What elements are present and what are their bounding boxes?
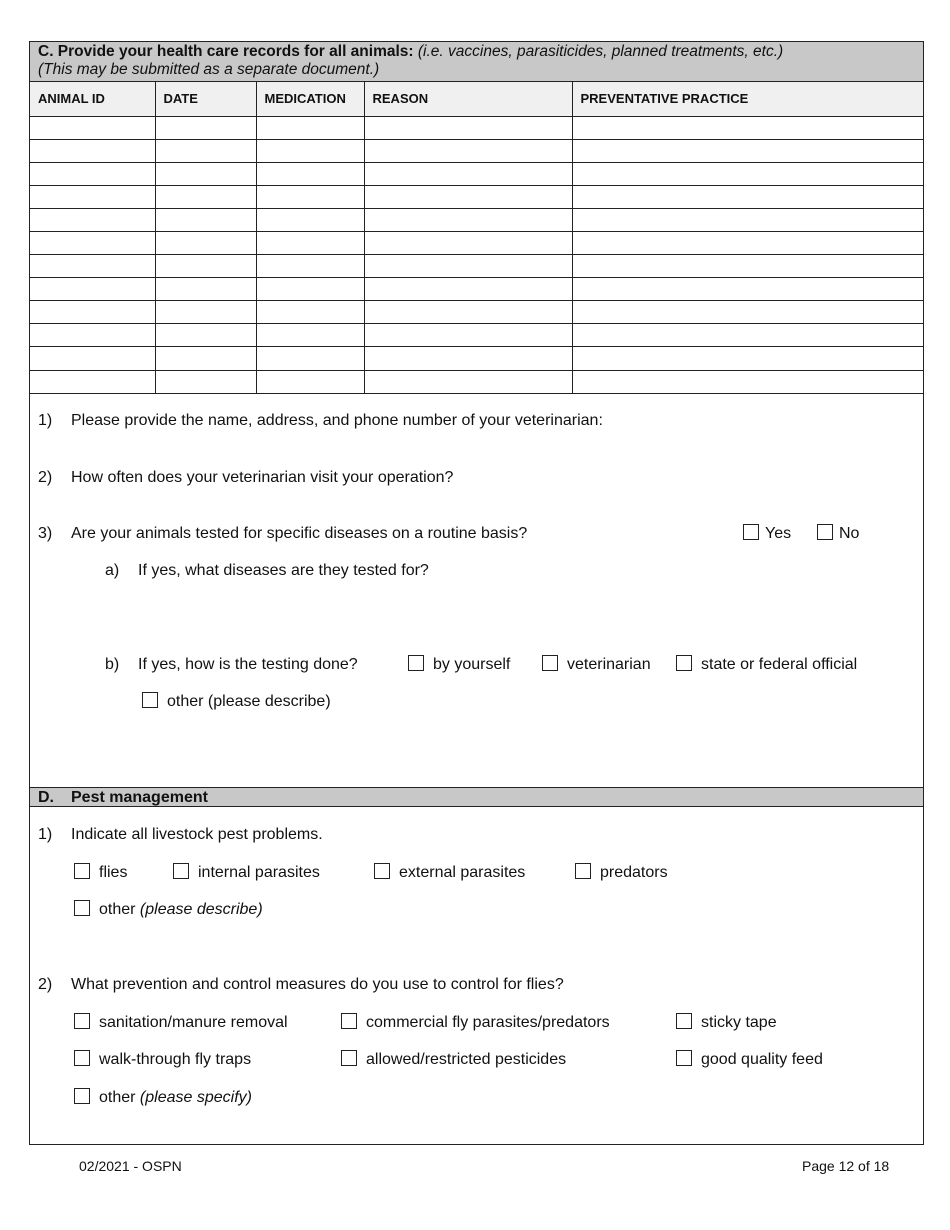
testing-official-checkbox[interactable]: [676, 655, 692, 671]
testing-veterinarian-checkbox[interactable]: [542, 655, 558, 671]
q3-number: 3): [38, 525, 53, 542]
q3a-number: a): [105, 562, 120, 579]
table-cell[interactable]: [30, 370, 155, 393]
col-header-animal-id: ANIMAL ID: [30, 82, 155, 116]
fly-sanitation-checkbox[interactable]: [74, 1013, 90, 1029]
table-cell[interactable]: [30, 301, 155, 324]
table-cell[interactable]: [30, 347, 155, 370]
table-cell[interactable]: [572, 370, 923, 393]
table-cell[interactable]: [572, 231, 923, 254]
table-cell[interactable]: [364, 185, 572, 208]
fly-good-quality-feed-option[interactable]: [676, 1050, 823, 1070]
table-row: [30, 278, 923, 301]
testing-official-label: state or federal official: [701, 656, 858, 673]
pest-other-label: other: [99, 901, 136, 918]
fly-pesticides-label: allowed/restricted pesticides: [366, 1051, 567, 1068]
testing-by-yourself-checkbox[interactable]: [408, 655, 424, 671]
d-q2-fly-control: What prevention and control measures do you use to control for flies?: [71, 976, 564, 993]
table-cell[interactable]: [30, 185, 155, 208]
footer-form-code: 02/2021 - OSPN: [79, 1158, 182, 1174]
table-row: [30, 324, 923, 347]
table-cell[interactable]: [155, 255, 256, 278]
table-cell[interactable]: [364, 255, 572, 278]
table-cell[interactable]: [572, 347, 923, 370]
d-q2-number: 2): [38, 976, 53, 993]
table-cell[interactable]: [30, 162, 155, 185]
q3-no-option[interactable]: [817, 524, 859, 544]
table-cell[interactable]: [364, 324, 572, 347]
pest-external-parasites-checkbox[interactable]: [374, 863, 390, 879]
table-row: [30, 139, 923, 162]
table-cell[interactable]: [155, 324, 256, 347]
table-cell[interactable]: [30, 116, 155, 139]
health-records-table: [30, 82, 923, 394]
table-cell[interactable]: [155, 139, 256, 162]
testing-other-label: other (please describe): [167, 693, 331, 710]
section-d-header: [30, 787, 923, 807]
q3b-number: b): [105, 656, 120, 673]
table-cell[interactable]: [364, 208, 572, 231]
fly-walk-through-traps-checkbox[interactable]: [74, 1050, 90, 1066]
table-cell[interactable]: [572, 162, 923, 185]
q2-vet-visit-frequency: How often does your veterinarian visit your operation?: [71, 469, 454, 486]
pest-predators-checkbox[interactable]: [575, 863, 591, 879]
fly-good-quality-feed-checkbox[interactable]: [676, 1050, 692, 1066]
table-cell[interactable]: [155, 185, 256, 208]
testing-veterinarian-label: veterinarian: [567, 656, 651, 673]
table-cell[interactable]: [256, 231, 364, 254]
table-cell[interactable]: [572, 255, 923, 278]
col-header-date: DATE: [155, 82, 256, 116]
q3-yes-option[interactable]: [743, 524, 791, 544]
fly-walk-through-traps-label: walk-through fly traps: [99, 1051, 252, 1068]
fly-sticky-tape-checkbox[interactable]: [676, 1013, 692, 1029]
table-cell[interactable]: [256, 370, 364, 393]
table-cell[interactable]: [572, 278, 923, 301]
table-cell[interactable]: [572, 208, 923, 231]
pest-other-option[interactable]: [74, 900, 263, 920]
table-row: [30, 347, 923, 370]
table-cell[interactable]: [256, 255, 364, 278]
q3-no-label: No: [839, 525, 860, 542]
col-header-preventative-practice: PREVENTATIVE PRACTICE: [572, 82, 923, 116]
table-cell[interactable]: [256, 347, 364, 370]
table-cell[interactable]: [155, 162, 256, 185]
testing-official-option[interactable]: [676, 655, 857, 675]
q1-veterinarian-info: Please provide the name, address, and phone number of your veterinarian:: [71, 412, 603, 429]
table-cell[interactable]: [256, 185, 364, 208]
fly-pesticides-checkbox[interactable]: [341, 1050, 357, 1066]
table-cell[interactable]: [364, 347, 572, 370]
testing-other-option[interactable]: [142, 692, 331, 712]
table-cell[interactable]: [155, 347, 256, 370]
fly-commercial-parasites-checkbox[interactable]: [341, 1013, 357, 1029]
table-cell[interactable]: [30, 324, 155, 347]
q3-disease-testing: Are your animals tested for specific diseases on a routine basis?: [71, 525, 528, 542]
q3a-diseases-tested: If yes, what diseases are they tested for?: [138, 562, 429, 579]
table-row: [30, 301, 923, 324]
table-cell[interactable]: [364, 162, 572, 185]
testing-by-yourself-label: by yourself: [433, 656, 511, 673]
pest-other-note: (please describe): [139, 901, 263, 918]
table-row: [30, 208, 923, 231]
table-cell[interactable]: [572, 301, 923, 324]
pest-internal-parasites-option[interactable]: [173, 863, 320, 883]
table-cell[interactable]: [256, 116, 364, 139]
table-row: [30, 231, 923, 254]
table-cell[interactable]: [155, 278, 256, 301]
fly-other-note: (please specify): [139, 1089, 252, 1106]
pest-external-parasites-option[interactable]: [374, 863, 525, 883]
section-d-letter: D.: [38, 789, 54, 806]
table-cell[interactable]: [572, 139, 923, 162]
table-cell[interactable]: [155, 301, 256, 324]
pest-flies-option[interactable]: [74, 863, 127, 883]
table-cell[interactable]: [572, 324, 923, 347]
section-d-title: Pest management: [71, 789, 208, 806]
table-cell[interactable]: [256, 162, 364, 185]
fly-sanitation-option[interactable]: [74, 1013, 288, 1033]
table-cell[interactable]: [256, 324, 364, 347]
q3-no-checkbox[interactable]: [817, 524, 833, 540]
q3b-testing-method: If yes, how is the testing done?: [138, 656, 358, 673]
fly-sticky-tape-option[interactable]: [676, 1013, 777, 1033]
table-cell[interactable]: [572, 185, 923, 208]
table-row: [30, 116, 923, 139]
table-cell[interactable]: [256, 208, 364, 231]
pest-predators-option[interactable]: [575, 863, 668, 883]
table-body: [30, 116, 923, 393]
q3-yes-checkbox[interactable]: [743, 524, 759, 540]
pest-external-parasites-label: external parasites: [399, 864, 526, 881]
table-row: [30, 370, 923, 393]
pest-flies-checkbox[interactable]: [74, 863, 90, 879]
q3-yes-label: Yes: [765, 525, 792, 542]
fly-walk-through-traps-option[interactable]: [74, 1050, 251, 1070]
table-row: [30, 162, 923, 185]
section-c-heading-note: (i.e. vaccines, parasiticides, planned treatments, etc.): [417, 43, 784, 60]
table-cell[interactable]: [30, 139, 155, 162]
testing-by-yourself-option[interactable]: [408, 655, 510, 675]
table-cell[interactable]: [572, 116, 923, 139]
pest-predators-label: predators: [600, 864, 668, 881]
table-row: [30, 185, 923, 208]
table-cell[interactable]: [155, 370, 256, 393]
pest-flies-label: flies: [99, 864, 128, 881]
table-row: [30, 255, 923, 278]
fly-commercial-parasites-option[interactable]: [341, 1013, 610, 1033]
table-cell[interactable]: [364, 116, 572, 139]
table-cell[interactable]: [256, 139, 364, 162]
fly-commercial-parasites-label: commercial fly parasites/predators: [366, 1014, 610, 1031]
table-cell[interactable]: [364, 278, 572, 301]
q2-number: 2): [38, 469, 53, 486]
pest-internal-parasites-checkbox[interactable]: [173, 863, 189, 879]
section-c-heading-note-2: (This may be submitted as a separate document.): [38, 61, 380, 78]
fly-other-option[interactable]: [74, 1088, 252, 1108]
fly-pesticides-option[interactable]: [341, 1050, 566, 1070]
table-cell[interactable]: [155, 116, 256, 139]
pest-internal-parasites-label: internal parasites: [198, 864, 320, 881]
table-cell[interactable]: [256, 301, 364, 324]
testing-veterinarian-option[interactable]: [542, 655, 651, 675]
table-header-row: [30, 82, 923, 116]
d-q1-number: 1): [38, 826, 53, 843]
fly-other-label: other: [99, 1089, 136, 1106]
q1-number: 1): [38, 412, 53, 429]
testing-other-checkbox[interactable]: [142, 692, 158, 708]
table-cell[interactable]: [30, 255, 155, 278]
d-q1-pest-problems: Indicate all livestock pest problems.: [71, 826, 323, 843]
fly-sticky-tape-label: sticky tape: [701, 1014, 777, 1031]
table-cell[interactable]: [30, 278, 155, 301]
section-c-header: [30, 42, 923, 82]
section-c-heading: C. Provide your health care records for all animals:: [38, 43, 414, 60]
col-header-medication: MEDICATION: [256, 82, 364, 116]
fly-sanitation-label: sanitation/manure removal: [99, 1014, 288, 1031]
table-cell[interactable]: [155, 208, 256, 231]
col-header-reason: REASON: [364, 82, 572, 116]
table-cell[interactable]: [364, 301, 572, 324]
table-cell[interactable]: [30, 231, 155, 254]
table-cell[interactable]: [364, 231, 572, 254]
table-cell[interactable]: [155, 231, 256, 254]
pest-other-checkbox[interactable]: [74, 900, 90, 916]
footer-page-number: Page 12 of 18: [802, 1158, 890, 1174]
table-cell[interactable]: [364, 370, 572, 393]
table-cell[interactable]: [256, 278, 364, 301]
table-cell[interactable]: [30, 208, 155, 231]
fly-good-quality-feed-label: good quality feed: [701, 1051, 823, 1068]
fly-other-checkbox[interactable]: [74, 1088, 90, 1104]
table-cell[interactable]: [364, 139, 572, 162]
form-page: [29, 41, 924, 1145]
